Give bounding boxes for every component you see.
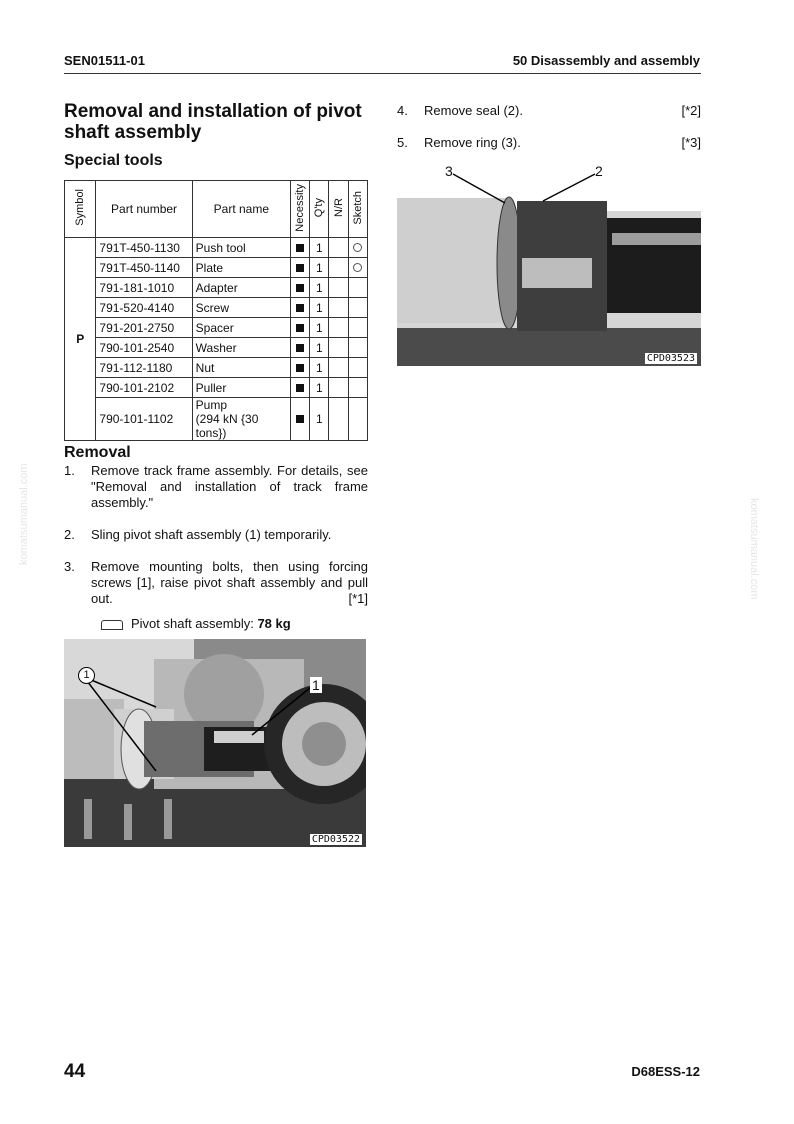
- nr: [329, 318, 348, 338]
- col-necessity: Necessity: [290, 181, 309, 238]
- step-number: 5.: [397, 135, 408, 150]
- nr: [329, 338, 348, 358]
- sketch: [348, 278, 367, 298]
- qty: 1: [310, 378, 329, 398]
- part-number: 790-101-1102: [96, 398, 192, 441]
- table-row: [65, 398, 368, 441]
- step-text: Remove track frame assembly. For details, see "Removal and installation of track frame assembly.": [91, 463, 368, 510]
- col-qty: Q'ty: [310, 181, 329, 238]
- part-name: Nut: [192, 358, 290, 378]
- page-number: 44: [64, 1061, 86, 1082]
- table-row: [65, 358, 368, 378]
- reference-tag: [*1]: [348, 591, 368, 606]
- nr: [329, 398, 348, 441]
- part-name-line-2: (294 kN {30 tons}): [195, 412, 259, 440]
- sketch-mark: [348, 238, 367, 258]
- filled-square-icon: [296, 264, 304, 272]
- circle-icon: [353, 263, 362, 272]
- callout-ring: 3: [445, 163, 453, 179]
- necessity-mark: [290, 358, 309, 378]
- qty: 1: [310, 358, 329, 378]
- part-number: 791-201-2750: [96, 318, 192, 338]
- filled-square-icon: [296, 324, 304, 332]
- qty: 1: [310, 398, 329, 441]
- part-name: [192, 398, 290, 441]
- qty: 1: [310, 238, 329, 258]
- part-number: 790-101-2102: [96, 378, 192, 398]
- part-name: Push tool: [192, 238, 290, 258]
- col-part-name: Part name: [192, 181, 290, 238]
- col-symbol: Symbol: [65, 181, 96, 238]
- qty: 1: [310, 278, 329, 298]
- step-text: Sling pivot shaft assembly (1) temporarily.: [91, 527, 332, 542]
- header-rule: [64, 73, 701, 74]
- circle-icon: [353, 243, 362, 252]
- necessity-mark: [290, 318, 309, 338]
- col-nr: N/R: [329, 181, 348, 238]
- sketch-mark: [348, 258, 367, 278]
- nr: [329, 238, 348, 258]
- qty: 1: [310, 258, 329, 278]
- right-steps: [397, 103, 701, 167]
- photo-caption: CPD03523: [646, 353, 695, 364]
- part-number: 791-520-4140: [96, 298, 192, 318]
- col-sketch: Sketch: [348, 181, 367, 238]
- list-item: [397, 135, 701, 151]
- step-text: Remove ring (3).: [424, 135, 521, 150]
- watermark-left: komatsumanual.com: [18, 463, 30, 565]
- filled-square-icon: [296, 415, 304, 423]
- weight-label: Pivot shaft assembly:: [131, 616, 258, 631]
- filled-square-icon: [296, 244, 304, 252]
- necessity-mark: [290, 378, 309, 398]
- seal-ring-photo-drawing: [397, 163, 701, 366]
- part-name: Screw: [192, 298, 290, 318]
- part-number: 791T-450-1140: [96, 258, 192, 278]
- table-row: [65, 238, 368, 258]
- reference-tag: [*2]: [681, 103, 701, 118]
- header-section-title: 50 Disassembly and assembly: [512, 53, 700, 68]
- nr: [329, 258, 348, 278]
- callout-seal: 2: [595, 163, 603, 179]
- sketch: [348, 338, 367, 358]
- header-document-number: SEN01511-01: [64, 53, 145, 68]
- weight-icon: [101, 620, 123, 630]
- special-tools-heading: Special tools: [64, 152, 163, 169]
- weight-value: 78 kg: [257, 616, 291, 631]
- filled-square-icon: [296, 384, 304, 392]
- table-header-row: [65, 181, 368, 238]
- part-number: 791-181-1010: [96, 278, 192, 298]
- part-name: Puller: [192, 378, 290, 398]
- qty: 1: [310, 298, 329, 318]
- table-row: [65, 338, 368, 358]
- pivot-shaft-photo-drawing: [64, 639, 366, 847]
- nr: [329, 358, 348, 378]
- symbol-cell: P: [65, 238, 96, 441]
- step-number: 3.: [64, 559, 75, 574]
- table-row: [65, 298, 368, 318]
- table-row: [65, 278, 368, 298]
- part-name: Spacer: [192, 318, 290, 338]
- sketch: [348, 378, 367, 398]
- step-number: 2.: [64, 527, 75, 542]
- part-number: 791T-450-1130: [96, 238, 192, 258]
- photo-caption: CPD03522: [311, 834, 360, 845]
- filled-square-icon: [296, 304, 304, 312]
- nr: [329, 378, 348, 398]
- nr: [329, 278, 348, 298]
- table-row: [65, 318, 368, 338]
- sketch: [348, 318, 367, 338]
- removal-heading: Removal: [64, 444, 131, 461]
- list-item: [397, 103, 701, 119]
- necessity-mark: [290, 278, 309, 298]
- removal-steps: [64, 463, 368, 623]
- step-text: Remove seal (2).: [424, 103, 523, 118]
- weight-note: [101, 616, 291, 631]
- col-part-number: Part number: [96, 181, 192, 238]
- qty: 1: [310, 338, 329, 358]
- nr: [329, 298, 348, 318]
- callout-forcing-screw: 1: [78, 667, 95, 684]
- step-number: 4.: [397, 103, 408, 118]
- necessity-mark: [290, 338, 309, 358]
- filled-square-icon: [296, 284, 304, 292]
- list-item: [64, 463, 368, 511]
- callout-pivot-shaft: 1: [312, 677, 320, 693]
- table-row: [65, 378, 368, 398]
- step-text: Remove mounting bolts, then using forcing screws [1], raise pivot shaft assembly and pull out.: [91, 559, 368, 606]
- list-item: [64, 559, 368, 607]
- part-number: 791-112-1180: [96, 358, 192, 378]
- pivot-shaft-photo: [64, 639, 366, 847]
- part-name-line-1: Pump: [195, 398, 228, 412]
- necessity-mark: [290, 238, 309, 258]
- table-row: [65, 258, 368, 278]
- sketch: [348, 298, 367, 318]
- watermark-right: komatsumanual.com: [748, 498, 760, 600]
- list-item: [64, 527, 368, 543]
- filled-square-icon: [296, 344, 304, 352]
- footer-model-code: D68ESS-12: [631, 1064, 700, 1079]
- page-title: Removal and installation of pivot shaft assembly: [64, 101, 362, 143]
- filled-square-icon: [296, 364, 304, 372]
- reference-tag: [*3]: [681, 135, 701, 150]
- part-name: Plate: [192, 258, 290, 278]
- necessity-mark: [290, 258, 309, 278]
- necessity-mark: [290, 398, 309, 441]
- seal-ring-photo: [397, 163, 701, 366]
- part-number: 790-101-2540: [96, 338, 192, 358]
- sketch: [348, 358, 367, 378]
- sketch: [348, 398, 367, 441]
- step-number: 1.: [64, 463, 75, 478]
- part-name: Washer: [192, 338, 290, 358]
- qty: 1: [310, 318, 329, 338]
- special-tools-table: [64, 180, 368, 441]
- part-name: Adapter: [192, 278, 290, 298]
- necessity-mark: [290, 298, 309, 318]
